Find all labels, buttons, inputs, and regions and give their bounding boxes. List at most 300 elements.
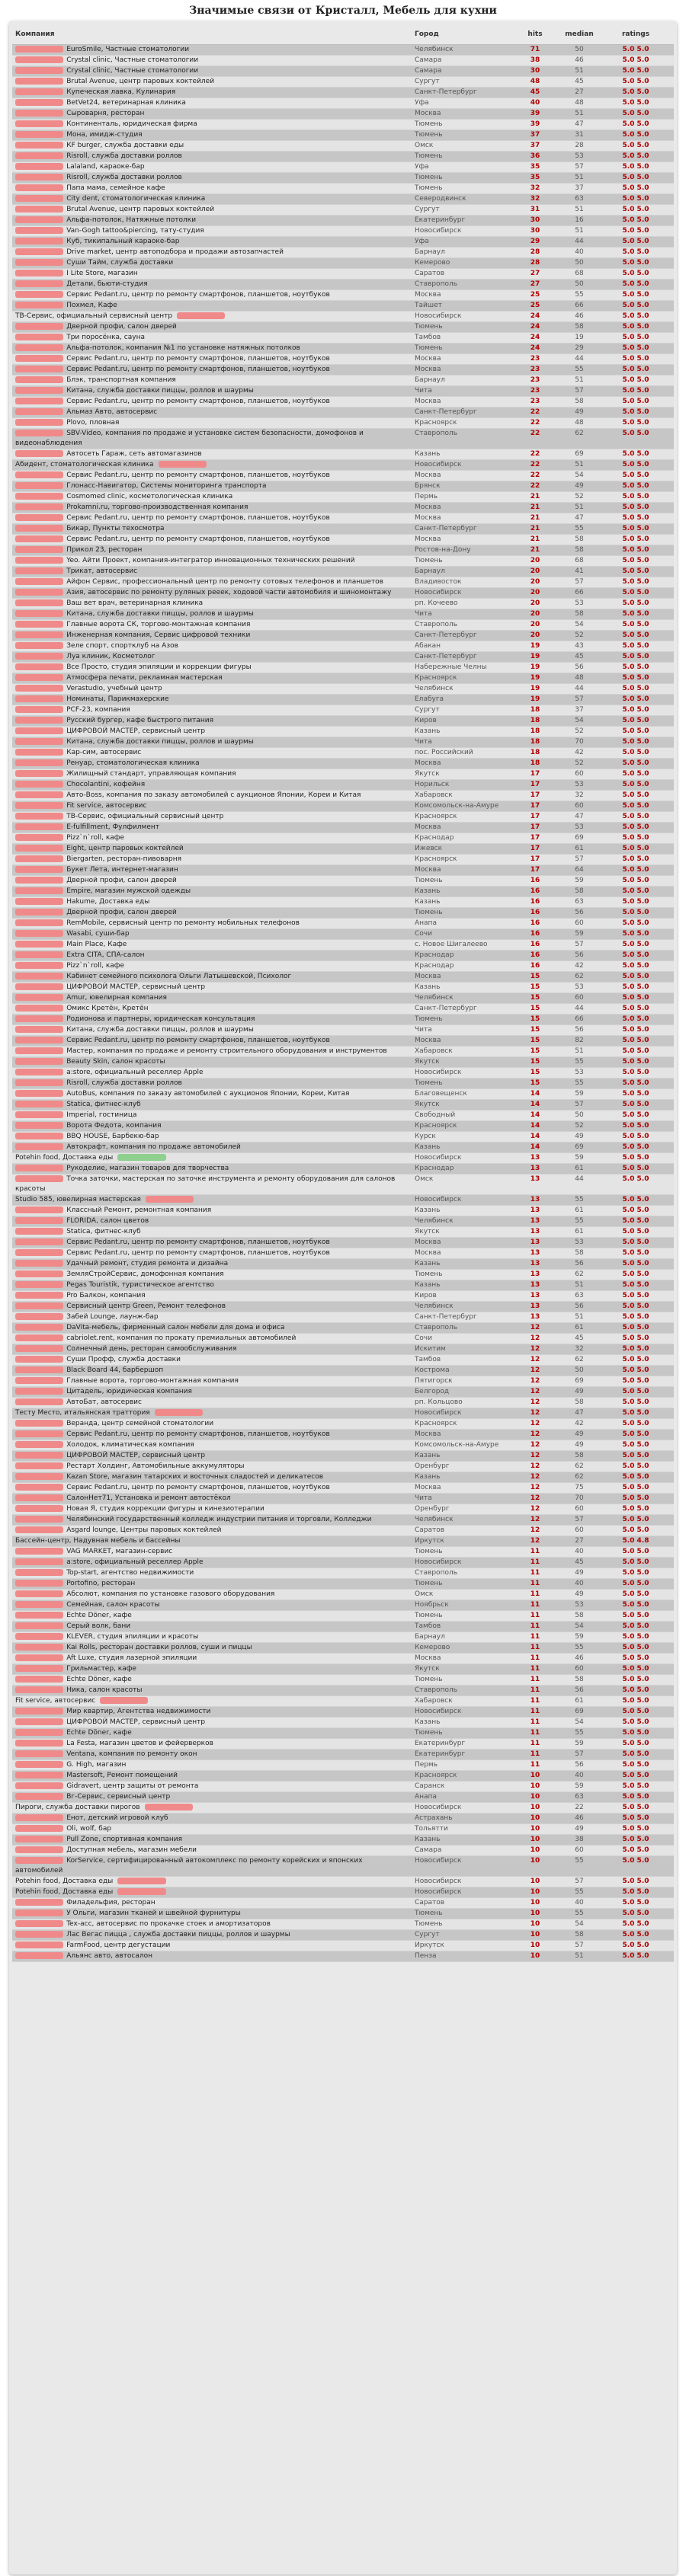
table-row[interactable] xyxy=(12,1728,674,1739)
table-row[interactable] xyxy=(12,301,674,312)
company-name[interactable]: Van-Gogh tattoo&piercing, тату-студия xyxy=(66,227,204,235)
table-row[interactable] xyxy=(12,620,674,631)
table-row[interactable] xyxy=(12,1291,674,1302)
company-name[interactable]: Альмаз Авто, автосервис xyxy=(66,408,158,416)
company-name[interactable]: Кабинет семейного психолога Ольги Латышевской, Психолог xyxy=(66,973,292,980)
table-row[interactable] xyxy=(12,1632,674,1643)
company-name[interactable]: Букет Лета, интернет-магазин xyxy=(66,866,178,874)
company-name[interactable]: Сервис Pedant.ru, центр по ремонту смартфонов, планшетов, ноутбуков xyxy=(66,1238,330,1246)
company-name[interactable]: Жилищный стандарт, управляющая компания xyxy=(66,770,236,778)
table-row[interactable] xyxy=(12,1760,674,1771)
table-row[interactable] xyxy=(12,205,674,216)
table-row[interactable] xyxy=(12,1025,674,1036)
company-name[interactable]: E-fulfillment, Фулфилмент xyxy=(66,823,160,831)
table-row[interactable] xyxy=(12,1494,674,1504)
table-row[interactable] xyxy=(12,162,674,173)
table-row[interactable] xyxy=(12,535,674,545)
table-row[interactable] xyxy=(12,1930,674,1941)
table-row[interactable] xyxy=(12,1366,674,1376)
company-name[interactable]: Potehin food, Доставка еды xyxy=(15,1888,114,1896)
company-name[interactable]: Удачный ремонт, студия ремонта и дизайна xyxy=(66,1260,229,1267)
table-row[interactable] xyxy=(12,1047,674,1057)
company-name[interactable]: СалонНет71, Установка и ремонт автостёкол xyxy=(66,1494,231,1502)
company-name[interactable]: Главные ворота СК, торгово-монтажная компания xyxy=(66,621,251,628)
table-row[interactable] xyxy=(12,1771,674,1782)
table-row[interactable] xyxy=(12,684,674,695)
company-name[interactable]: Potehin food, Доставка еды xyxy=(15,1878,114,1885)
company-name[interactable]: Китана, служба доставки пиццы, роллов и шаурмы xyxy=(66,1026,254,1034)
table-row[interactable] xyxy=(12,780,674,791)
table-row[interactable] xyxy=(12,141,674,152)
company-name[interactable]: FLORIDA, салон цветов xyxy=(66,1217,149,1225)
table-row[interactable] xyxy=(12,280,674,290)
company-name[interactable]: Солнечный день, ресторан самообслуживания xyxy=(66,1345,237,1353)
company-name[interactable]: Прикол 23, ресторан xyxy=(66,546,143,554)
table-row[interactable] xyxy=(12,1707,674,1718)
table-row[interactable] xyxy=(12,1419,674,1430)
table-row[interactable] xyxy=(12,588,674,599)
table-row[interactable] xyxy=(12,449,674,460)
table-row[interactable] xyxy=(12,929,674,940)
company-name[interactable]: Crystal clinic, Частные стоматологии xyxy=(66,56,199,64)
company-name[interactable]: Oli, wolf, бар xyxy=(66,1825,112,1833)
company-name[interactable]: Холодок, климатическая компания xyxy=(66,1441,194,1449)
company-name[interactable]: ЗемляСтройСервис, домофонная компания xyxy=(66,1270,224,1278)
company-name[interactable]: Studio 585, ювелирная мастерская xyxy=(15,1196,141,1203)
table-row[interactable] xyxy=(12,1216,674,1227)
company-name[interactable]: Вг-Сервис, сервисный центр xyxy=(66,1793,171,1801)
table-row[interactable] xyxy=(12,695,674,705)
table-row[interactable] xyxy=(12,823,674,833)
table-row[interactable] xyxy=(12,248,674,258)
company-name[interactable]: АвтоБат, автосервис xyxy=(66,1398,142,1406)
company-name[interactable]: Echte Döner, кафе xyxy=(66,1612,132,1619)
table-row[interactable] xyxy=(12,727,674,737)
table-row[interactable] xyxy=(12,759,674,769)
table-row[interactable] xyxy=(12,1600,674,1611)
table-row[interactable] xyxy=(12,1568,674,1579)
table-row[interactable] xyxy=(12,1430,674,1440)
table-row[interactable] xyxy=(12,471,674,481)
company-name[interactable]: Potehin food, Доставка еды xyxy=(15,1154,114,1162)
table-row[interactable] xyxy=(12,216,674,226)
table-row[interactable] xyxy=(12,1334,674,1344)
company-name[interactable]: Тесту Место, итальянская траттория xyxy=(15,1409,150,1417)
table-row[interactable] xyxy=(12,1654,674,1664)
table-row[interactable] xyxy=(12,1036,674,1047)
table-row[interactable] xyxy=(12,365,674,376)
table-row[interactable] xyxy=(12,258,674,269)
company-name[interactable]: Empire, магазин мужской одежды xyxy=(66,887,191,895)
table-row[interactable] xyxy=(12,1175,674,1195)
table-row[interactable] xyxy=(12,1089,674,1100)
company-name[interactable]: Точка заточки, мастерская по заточке инструмента и ремонту оборудования для салонов красоты xyxy=(15,1175,396,1193)
company-name[interactable]: Все Просто, студия эпиляции и коррекции фигуры xyxy=(66,663,252,671)
company-name[interactable]: Lalaland, караоке-бар xyxy=(66,163,145,171)
company-name[interactable]: Ренуар, стоматологическая клиника xyxy=(66,759,200,767)
table-row[interactable] xyxy=(12,1590,674,1600)
company-name[interactable]: Tex-acc, автосервис по прокачке стоек и амортизаторов xyxy=(66,1920,271,1928)
company-name[interactable]: ТВ-Сервис, официальный сервисный центр xyxy=(66,813,224,820)
table-row[interactable] xyxy=(12,1302,674,1312)
company-name[interactable]: VAG MARKET, магазин-сервис xyxy=(66,1548,173,1555)
company-name[interactable]: У Ольги, магазин тканей и швейной фурнитуры xyxy=(66,1910,241,1917)
company-name[interactable]: Ворота Федота, компания xyxy=(66,1122,162,1130)
table-row[interactable] xyxy=(12,354,674,365)
company-name[interactable]: Echte Döner, кафе xyxy=(66,1729,132,1737)
company-name[interactable]: Сервис Pedant.ru, центр по ремонту смартфонов, планшетов, ноутбуков xyxy=(66,1249,330,1257)
table-row[interactable] xyxy=(12,641,674,652)
table-row[interactable] xyxy=(12,237,674,248)
table-row[interactable] xyxy=(12,524,674,535)
company-name[interactable]: Biergarten, ресторан-пивоварня xyxy=(66,855,182,863)
company-name[interactable]: Главные ворота, торгово-монтажная компания xyxy=(66,1377,239,1385)
company-name[interactable]: Мастер, компания по продаже и ремонту строительного оборудования и инструментов xyxy=(66,1047,387,1055)
company-name[interactable]: Доступная мебель, магазин мебели xyxy=(66,1846,197,1854)
table-row[interactable] xyxy=(12,1206,674,1216)
table-row[interactable] xyxy=(12,1195,674,1206)
table-row[interactable] xyxy=(12,855,674,865)
table-row[interactable] xyxy=(12,77,674,88)
table-row[interactable] xyxy=(12,1344,674,1355)
table-row[interactable] xyxy=(12,1622,674,1632)
table-row[interactable] xyxy=(12,397,674,407)
company-name[interactable]: Три поросёнка, сауна xyxy=(66,334,145,341)
company-name[interactable]: Yeo. Айти Проект, компания-интегратор инновационных технических решений xyxy=(66,557,355,564)
company-name[interactable]: Aft Luxe, студия лазерной эпиляции xyxy=(66,1654,197,1662)
company-name[interactable]: Куб, тикипальный караоке-бар xyxy=(66,238,180,245)
table-row[interactable] xyxy=(12,66,674,77)
table-row[interactable] xyxy=(12,1824,674,1835)
table-row[interactable] xyxy=(12,1068,674,1079)
table-row[interactable] xyxy=(12,1238,674,1248)
table-row[interactable] xyxy=(12,1739,674,1750)
company-name[interactable]: Дверной профи, салон дверей xyxy=(66,909,177,916)
table-row[interactable] xyxy=(12,1504,674,1515)
company-name[interactable]: Автокрафт, компания по продаже автомобилей xyxy=(66,1143,241,1151)
table-row[interactable] xyxy=(12,1898,674,1909)
table-row[interactable] xyxy=(12,1132,674,1143)
company-name[interactable]: Сервисный центр Green, Ремонт телефонов xyxy=(66,1302,226,1310)
company-name[interactable]: Brutal Avenue, центр паровых коктейлей xyxy=(66,78,215,85)
table-row[interactable] xyxy=(12,919,674,929)
header-hits[interactable]: hits xyxy=(527,30,543,38)
company-name[interactable]: Бассейн-центр, Надувная мебель и бассейны xyxy=(15,1537,181,1545)
table-row[interactable] xyxy=(12,407,674,418)
company-name[interactable]: a:store, официальный реселлер Apple xyxy=(66,1558,204,1566)
table-row[interactable] xyxy=(12,1483,674,1494)
table-row[interactable] xyxy=(12,705,674,716)
company-name[interactable]: City dent, стоматологическая клиника xyxy=(66,195,206,203)
table-row[interactable] xyxy=(12,1323,674,1334)
table-row[interactable] xyxy=(12,1579,674,1590)
table-row[interactable] xyxy=(12,492,674,503)
company-name[interactable]: BBQ HOUSE, Барбекю-бар xyxy=(66,1133,159,1140)
table-row[interactable] xyxy=(12,887,674,897)
table-row[interactable] xyxy=(12,1835,674,1846)
table-row[interactable] xyxy=(12,1696,674,1707)
table-row[interactable] xyxy=(12,1121,674,1132)
company-name[interactable]: Pegas Touristik, туристическое агентство xyxy=(66,1281,214,1289)
company-name[interactable]: Новая Я, студия коррекции фигуры и кинезиотерапии xyxy=(66,1505,264,1513)
table-row[interactable] xyxy=(12,152,674,162)
company-name[interactable]: ЦИФРОВОЙ МАСТЕР, сервисный центр xyxy=(66,1718,206,1726)
table-row[interactable] xyxy=(12,1887,674,1898)
table-row[interactable] xyxy=(12,1814,674,1824)
company-name[interactable]: Суши Тайм, служба доставки xyxy=(66,259,174,267)
table-row[interactable] xyxy=(12,812,674,823)
table-row[interactable] xyxy=(12,1919,674,1930)
table-row[interactable] xyxy=(12,1909,674,1919)
company-name[interactable]: Глонасс-Навигатор, Системы мониторинга транспорта xyxy=(66,482,267,490)
company-name[interactable]: Континенталь, юридическая фирма xyxy=(66,120,197,128)
company-name[interactable]: Cosmomed clinic, косметологическая клиника xyxy=(66,493,233,500)
company-name[interactable]: Risroll, служба доставки роллов xyxy=(66,152,182,160)
header-city[interactable]: Город xyxy=(415,30,439,38)
company-name[interactable]: Пироги, служба доставки пирогов xyxy=(15,1804,140,1811)
company-name[interactable]: Айфон Сервис, профессиональный центр по ремонту сотовых телефонов и планшетов xyxy=(66,578,383,586)
company-name[interactable]: BetVet24, ветеринарная клиника xyxy=(66,99,186,107)
table-row[interactable] xyxy=(12,748,674,759)
table-row[interactable] xyxy=(12,109,674,120)
company-name[interactable]: Сервис Pedant.ru, центр по ремонту смартфонов, планшетов, ноутбуков xyxy=(66,291,330,299)
company-name[interactable]: Серый волк, бани xyxy=(66,1622,131,1630)
table-row[interactable] xyxy=(12,120,674,130)
table-row[interactable] xyxy=(12,567,674,577)
table-row[interactable] xyxy=(12,1270,674,1280)
table-row[interactable] xyxy=(12,1846,674,1856)
company-name[interactable]: Забей Lounge, лаунж-бар xyxy=(66,1313,159,1321)
company-name[interactable]: Plovo, пловная xyxy=(66,419,120,427)
company-name[interactable]: Купеческая лавка, Кулинария xyxy=(66,88,176,96)
table-row[interactable] xyxy=(12,1111,674,1121)
company-name[interactable]: Gidravert, центр защиты от ремонта xyxy=(66,1782,199,1790)
company-name[interactable]: Pull Zone, спортивная компания xyxy=(66,1836,183,1843)
company-name[interactable]: Prokamni.ru, торгово-производственная компания xyxy=(66,503,248,511)
company-name[interactable]: Альфа-потолок, Натяжные потолки xyxy=(66,216,197,224)
company-name[interactable]: Fit service, автосервис xyxy=(15,1697,96,1705)
company-name[interactable]: Сервис Pedant.ru, центр по ремонту смартфонов, планшетов, ноутбуков xyxy=(66,471,330,479)
table-row[interactable] xyxy=(12,1057,674,1068)
company-name[interactable]: Beauty Skin, салон красоты xyxy=(66,1058,165,1066)
table-row[interactable] xyxy=(12,1079,674,1089)
table-row[interactable] xyxy=(12,1462,674,1472)
table-row[interactable] xyxy=(12,98,674,109)
table-row[interactable] xyxy=(12,1153,674,1164)
company-name[interactable]: Statica, фитнес-клуб xyxy=(66,1101,141,1108)
company-name[interactable]: Атмосфера печати, рекламная мастерская xyxy=(66,674,223,682)
company-name[interactable]: КF burger, служба доставки еды xyxy=(66,142,184,149)
table-row[interactable] xyxy=(12,663,674,673)
table-row[interactable] xyxy=(12,983,674,993)
table-row[interactable] xyxy=(12,376,674,386)
company-name[interactable]: Eight, центр паровых коктейлей xyxy=(66,845,184,852)
company-name[interactable]: Imperial, гостиница xyxy=(66,1111,137,1119)
company-name[interactable]: ЦИФРОВОЙ МАСТЕР, сервисный центр xyxy=(66,983,206,991)
company-name[interactable]: Китана, служба доставки пиццы, роллов и шаурмы xyxy=(66,738,254,746)
table-row[interactable] xyxy=(12,1312,674,1323)
table-row[interactable] xyxy=(12,1686,674,1696)
table-row[interactable] xyxy=(12,599,674,609)
company-name[interactable]: Сервис Pedant.ru, центр по ремонту смартфонов, планшетов, ноутбуков xyxy=(66,1430,330,1438)
company-name[interactable]: Дверной профи, салон дверей xyxy=(66,877,177,884)
company-name[interactable]: Top-start, агентство недвижимости xyxy=(66,1569,194,1577)
company-name[interactable]: Сервис Pedant.ru, центр по ремонту смартфонов, планшетов, ноутбуков xyxy=(66,1037,330,1044)
company-name[interactable]: Сервис Pedant.ru, центр по ремонту смартфонов, планшетов, ноутбуков xyxy=(66,355,330,363)
table-row[interactable] xyxy=(12,1664,674,1675)
company-name[interactable]: Кар-сим, автосервис xyxy=(66,749,142,756)
header-median[interactable]: median xyxy=(565,30,594,38)
table-row[interactable] xyxy=(12,951,674,961)
table-row[interactable] xyxy=(12,833,674,844)
table-row[interactable] xyxy=(12,1951,674,1962)
table-row[interactable] xyxy=(12,513,674,524)
company-name[interactable]: cabriolet.rent, компания по прокату премиальных автомобилей xyxy=(66,1334,297,1342)
company-name[interactable]: Сервис Pedant.ru, центр по ремонту смартфонов, планшетов, ноутбуков xyxy=(66,535,330,543)
table-row[interactable] xyxy=(12,226,674,237)
table-row[interactable] xyxy=(12,1792,674,1803)
table-row[interactable] xyxy=(12,844,674,855)
table-row[interactable] xyxy=(12,418,674,429)
table-row[interactable] xyxy=(12,1015,674,1025)
table-row[interactable] xyxy=(12,1472,674,1483)
company-name[interactable]: Main Place, Кафе xyxy=(66,941,127,948)
company-name[interactable]: Brutal Avenue, центр паровых коктейлей xyxy=(66,206,215,213)
header-company[interactable]: Компания xyxy=(15,30,55,38)
table-row[interactable] xyxy=(12,1782,674,1792)
company-name[interactable]: Fit service, автосервис xyxy=(66,802,147,810)
company-name[interactable]: PCF-23, компания xyxy=(66,706,130,714)
company-name[interactable]: Енот, детский игровой клуб xyxy=(66,1814,168,1822)
company-name[interactable]: ЦИФРОВОЙ МАСТЕР, сервисный центр xyxy=(66,1452,206,1459)
company-name[interactable]: Суши Профф, служба доставки xyxy=(66,1356,181,1363)
table-row[interactable] xyxy=(12,460,674,471)
company-name[interactable]: Ventana, компания по ремонту окон xyxy=(66,1750,197,1758)
table-row[interactable] xyxy=(12,1547,674,1558)
company-name[interactable]: DaVita-мебель, фирменный салон мебели для дома и офиса xyxy=(66,1324,285,1331)
company-name[interactable]: Crystal clinic, Частные стоматологии xyxy=(66,67,199,75)
company-name[interactable]: Ваш вет врач, ветеринарная клиника xyxy=(66,599,204,607)
company-name[interactable]: Цитадель, юридическая компания xyxy=(66,1388,192,1395)
company-name[interactable]: Альфа-потолок, компания №1 по установке натяжных потолков xyxy=(66,344,300,352)
table-row[interactable] xyxy=(12,801,674,812)
table-row[interactable] xyxy=(12,1536,674,1547)
table-row[interactable] xyxy=(12,333,674,344)
table-row[interactable] xyxy=(12,577,674,588)
company-name[interactable]: Ника, салон красоты xyxy=(66,1686,143,1694)
table-row[interactable] xyxy=(12,322,674,333)
company-name[interactable]: Kai Rolls, ресторан доставки роллов, суши и пиццы xyxy=(66,1644,252,1651)
company-name[interactable]: a:store, официальный реселлер Apple xyxy=(66,1069,204,1076)
company-name[interactable]: Семейная, салон красоты xyxy=(66,1601,160,1609)
table-row[interactable] xyxy=(12,908,674,919)
company-name[interactable]: Statica, фитнес-клуб xyxy=(66,1228,141,1235)
table-row[interactable] xyxy=(12,1643,674,1654)
table-row[interactable] xyxy=(12,429,674,449)
table-row[interactable] xyxy=(12,652,674,663)
company-name[interactable]: AutoBus, компания по заказу автомобилей с аукционов Японии, Кореи, Китая xyxy=(66,1090,350,1098)
company-name[interactable]: Дверной профи, салон дверей xyxy=(66,323,177,331)
company-name[interactable]: Бикар, Пункты техосмотра xyxy=(66,525,165,532)
company-name[interactable]: Мир квартир, Агентства недвижимости xyxy=(66,1708,211,1715)
table-row[interactable] xyxy=(12,1526,674,1536)
table-row[interactable] xyxy=(12,1718,674,1728)
table-row[interactable] xyxy=(12,1515,674,1526)
table-row[interactable] xyxy=(12,1143,674,1153)
company-name[interactable]: Грильмастер, кафе xyxy=(66,1665,136,1673)
table-row[interactable] xyxy=(12,88,674,98)
company-name[interactable]: Mastersoft, Ремонт помещений xyxy=(66,1772,178,1779)
table-row[interactable] xyxy=(12,1941,674,1951)
company-name[interactable]: Азия, автосервис по ремонту руляных рееек, ходовой части автомобиля и шиномонтажу xyxy=(66,589,392,596)
table-row[interactable] xyxy=(12,1803,674,1814)
company-name[interactable]: KorService, сертифицированный автокомплекс по ремонту корейских и японских автомобилей xyxy=(15,1857,363,1874)
company-name[interactable]: Детали, бьюти-студия xyxy=(66,280,148,288)
table-row[interactable] xyxy=(12,481,674,492)
table-row[interactable] xyxy=(12,631,674,641)
company-name[interactable]: ТВ-Сервис, официальный сервисный центр xyxy=(15,312,173,320)
company-name[interactable]: Verastudio, учебный центр xyxy=(66,685,162,692)
table-row[interactable] xyxy=(12,876,674,887)
table-row[interactable] xyxy=(12,1856,674,1877)
company-name[interactable]: Китана, служба доставки пиццы, роллов и шаурмы xyxy=(66,610,254,618)
company-name[interactable]: Трикат, автосервис xyxy=(66,567,138,575)
company-name[interactable]: Pizz`n`roll, кафе xyxy=(66,834,124,842)
company-name[interactable]: Drive market, центр автоподбора и продажи автозапчастей xyxy=(66,248,284,256)
table-row[interactable] xyxy=(12,1376,674,1387)
table-row[interactable] xyxy=(12,791,674,801)
company-name[interactable]: Зеле спорт, спортклуб на Азов xyxy=(66,642,178,650)
table-row[interactable] xyxy=(12,1004,674,1015)
table-row[interactable] xyxy=(12,1227,674,1238)
company-name[interactable]: Extra CITA, СПА-салон xyxy=(66,951,145,959)
company-name[interactable]: Asgard lounge, Центры паровых коктейлей xyxy=(66,1526,222,1534)
table-row[interactable] xyxy=(12,1675,674,1686)
company-name[interactable]: Лас Вегас пицца , служба доставки пиццы, роллов и шаурмы xyxy=(66,1931,290,1938)
company-name[interactable]: Chocolantini, кофейня xyxy=(66,781,146,788)
company-name[interactable]: Portofino, ресторан xyxy=(66,1580,136,1587)
company-name[interactable]: I Lite Store, магазин xyxy=(66,270,138,277)
table-row[interactable] xyxy=(12,1259,674,1270)
table-row[interactable] xyxy=(12,716,674,727)
company-name[interactable]: KLEVER, студия эпиляции и красоты xyxy=(66,1633,199,1641)
company-name[interactable]: Black Board 44, барбершоп xyxy=(66,1366,164,1374)
company-name[interactable]: Папа мама, семейное кафе xyxy=(66,184,165,192)
table-row[interactable] xyxy=(12,609,674,620)
table-row[interactable] xyxy=(12,865,674,876)
company-name[interactable]: Русский бургер, кафе быстрого питания xyxy=(66,717,213,724)
company-name[interactable]: EuroSmile, Частные стоматологии xyxy=(66,46,190,53)
table-row[interactable] xyxy=(12,1248,674,1259)
company-name[interactable]: Risroll, служба доставки роллов xyxy=(66,174,182,181)
company-name[interactable]: Сервис Pedant.ru, центр по ремонту смартфонов, планшетов, ноутбуков xyxy=(66,398,330,405)
table-row[interactable] xyxy=(12,1558,674,1568)
table-row[interactable] xyxy=(12,1164,674,1175)
company-name[interactable]: Hakume, Доставка еды xyxy=(66,898,150,906)
company-name[interactable]: Китана, служба доставки пиццы, роллов и шаурмы xyxy=(66,387,254,395)
company-name[interactable]: Луа клиник, Косметолог xyxy=(66,653,155,660)
company-name[interactable]: Echte Döner, кафе xyxy=(66,1676,132,1683)
table-row[interactable] xyxy=(12,1408,674,1419)
table-row[interactable] xyxy=(12,503,674,513)
company-name[interactable]: Автосеть Гараж, сеть автомагазинов xyxy=(66,450,202,458)
table-row[interactable] xyxy=(12,386,674,397)
table-row[interactable] xyxy=(12,545,674,556)
table-row[interactable] xyxy=(12,961,674,972)
company-name[interactable]: Авто-Boss, компания по заказу автомобилей с аукционов Японии, Кореи и Китая xyxy=(66,791,361,799)
company-name[interactable]: Сервис Pedant.ru, центр по ремонту смартфонов, планшетов, ноутбуков xyxy=(66,1484,330,1491)
table-row[interactable] xyxy=(12,897,674,908)
